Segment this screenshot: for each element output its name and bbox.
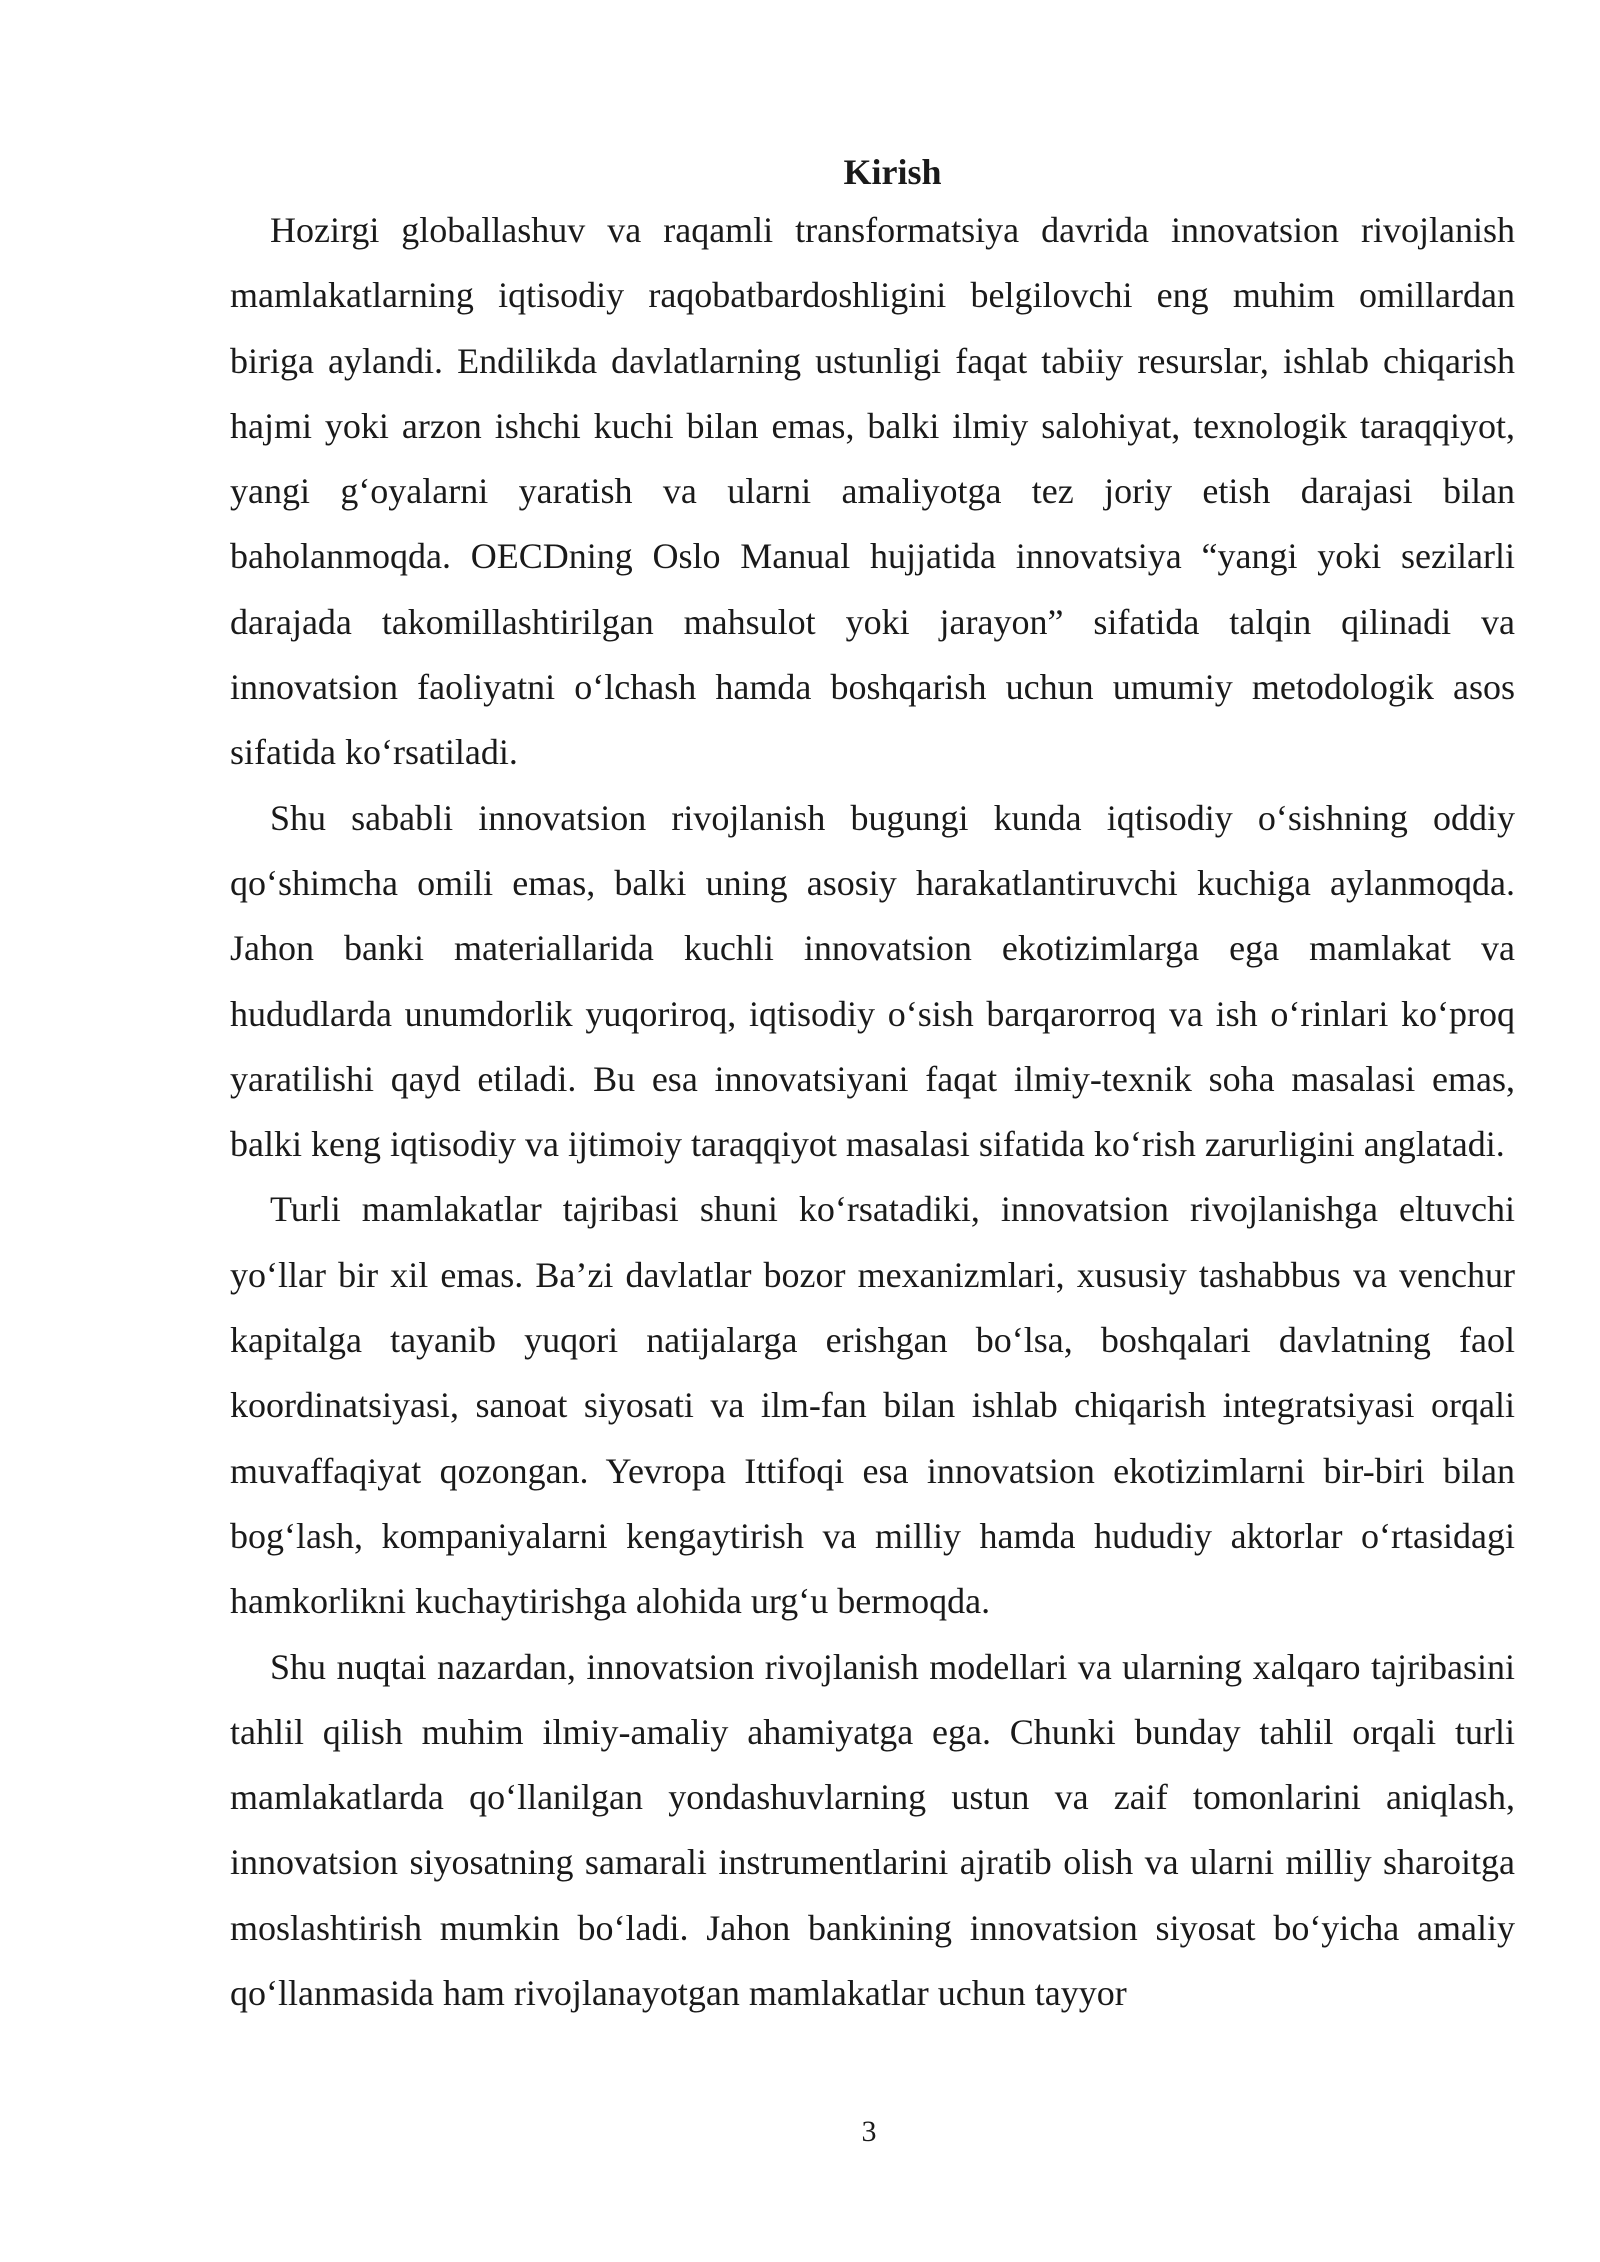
paragraph-1: Hozirgi globallashuv va raqamli transformatsiya davrida innovatsion rivojlanish mamlakatlarning iqtisodiy raqobatbardoshligini belgilovchi eng muhim omillardan biriga aylandi. Endilikda davlatlarning ustunligi faqat tabiiy resurslar, ishlab chiqarish hajmi yoki arzon ishchi kuchi bilan emas, balki ilmiy salohiyat, texnologik taraqqiyot, yangi g‘oyalarni yaratish va ularni amaliyotga tez joriy etish darajasi bilan baholanmoqda. OECDning Oslo Manual hujjatida innovatsiya “yangi yoki sezilarli darajada takomillashtirilgan mahsulot yoki jarayon” sifatida talqin qilinadi va innovatsion faoliyatni o‘lchash hamda boshqarish uchun umumiy metodologik asos sifatida ko‘rsatiladi. [230,210,1515,773]
section-title: Kirish [843,152,942,192]
paragraph-2: Shu sababli innovatsion rivojlanish bugungi kunda iqtisodiy o‘sishning oddiy qo‘shimcha omili emas, balki uning asosiy harakatlantiruvchi kuchiga aylanmoqda. Jahon banki materiallarida kuchli innovatsion ekotizimlarga ega mamlakat va hududlarda unumdorlik yuqoriroq, iqtisodiy o‘sish barqarorroq va ish o‘rinlari ko‘proq yaratilishi qayd etiladi. Bu esa innovatsiyani faqat ilmiy-texnik soha masalasi emas, balki keng iqtisodiy va ijtimoiy taraqqiyot masalasi sifatida ko‘rish zarurligini anglatadi. [230,797,1515,1165]
page-number: 3 [861,2115,877,2148]
paragraph-3: Turli mamlakatlar tajribasi shuni ko‘rsatadiki, innovatsion rivojlanishga eltuvchi yo‘llar bir xil emas. Ba’zi davlatlar bozor mexanizmlari, xususiy tashabbus va venchur kapitalga tayanib yuqori natijalarga erishgan bo‘lsa, boshqalari davlatning faol koordinatsiyasi, sanoat siyosati va ilm-fan bilan ishlab chiqarish integratsiyasi orqali muvaffaqiyat qozongan. Yevropa Ittifoqi esa innovatsion ekotizimlarni bir-biri bilan bog‘lash, kompaniyalarni kengaytirish va milliy hamda hududiy aktorlar o‘rtasidagi hamkorlikni kuchaytirishga alohida urg‘u bermoqda. [230,1189,1515,1622]
page-content [230,146,1515,2026]
paragraph-4: Shu nuqtai nazardan, innovatsion rivojlanish modellari va ularning xalqaro tajribasini tahlil qilish muhim ilmiy-amaliy ahamiyatga ega. Chunki bunday tahlil orqali turli mamlakatlarda qo‘llanilgan yondashuvlarning ustun va zaif tomonlarini aniqlash, innovatsion siyosatning samarali instrumentlarini ajratib olish va ularni milliy sharoitga moslashtirish mumkin bo‘ladi. Jahon bankining innovatsion siyosat bo‘yicha amaliy qo‘llanmasida ham rivojlanayotgan mamlakatlar uchun tayyor [230,1646,1515,2014]
